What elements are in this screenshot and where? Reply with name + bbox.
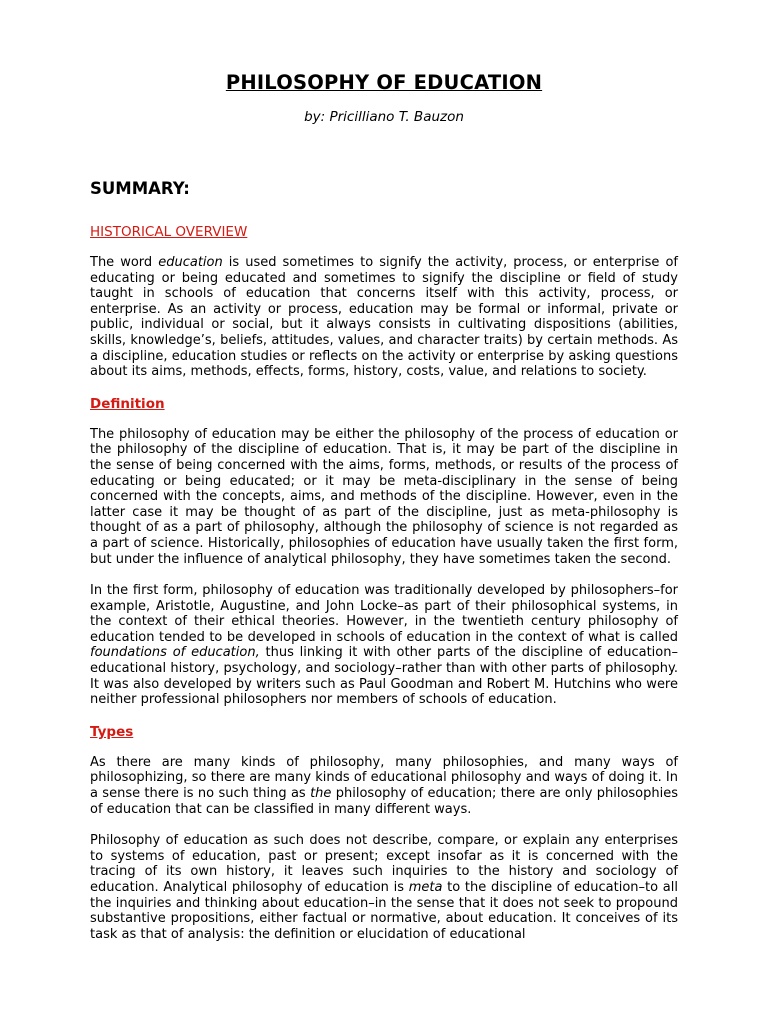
types-paragraph-2 <box>90 833 678 942</box>
types-heading: Types <box>90 723 134 740</box>
text-run: Philosophy of education as such does not describe, compare, or explain any enterprises to systems of education, past or present; except insofar as it is concerned with the tracing of its own history, it leaves such inquiries to the history and sociology of education. Analytical philosophy of education is <box>90 833 678 895</box>
historical-overview-heading: HISTORICAL OVERVIEW <box>90 224 248 240</box>
text-run: is used sometimes to signify the activity, process, or enterprise of educating or being educated and sometimes to signify the discipline or field of study taught in schools of education that concerns itself with this activity, process, or enterprise. As an activity or process, education may be formal or informal, private or public, individual or social, but it always consists in cultivating dispositions (abilities, skills, knowledge’s, beliefs, attitudes, values, and character traits) by certain methods. As a discipline, education studies or reflects on the activity or enterprise by asking questions about its aims, methods, effects, forms, history, costs, value, and relations to society. <box>90 255 678 380</box>
emphasis-text: meta <box>408 880 443 895</box>
text-run: The word <box>90 255 159 270</box>
emphasis-text: the <box>310 786 332 802</box>
summary-heading: SUMMARY: <box>90 179 190 198</box>
text-run: thus linking it with other parts of the discipline of education–educational history, psychology, and sociology–rather than with other parts of philosophy. It was also developed by writers such as Paul Goodman and Robert M. Hutchins who were neither professional philosophers nor members of schools of education. <box>90 645 678 708</box>
definition-heading: Definition <box>90 395 165 412</box>
text-run: As there are many kinds of philosophy, many philosophies, and many ways of philosophizing, so there are many kinds of educational philosophy and ways of doing it. In a sense there is no such thing as <box>90 754 678 802</box>
text-run: philosophy of education; there are only philosophies of education that can be classified in many different ways. <box>90 786 678 817</box>
types-paragraph-1 <box>90 755 678 817</box>
historical-paragraph-1 <box>90 255 678 380</box>
emphasis-text: foundations of education, <box>90 645 260 661</box>
document-author: by: Pricilliano T. Bauzon <box>304 109 464 125</box>
text-run: In the first form, philosophy of education was traditionally developed by philosophers–for example, Aristotle, Augustine, and John Locke–as part of their philosophical systems, in the context of their ethical theories. However, in the twentieth century philosophy of education tended to be developed in schools of education in the context of what is called <box>90 583 678 645</box>
definition-paragraph-2 <box>90 583 678 708</box>
emphasis-text: education <box>158 255 223 270</box>
text-run: to the discipline of education–to all the inquiries and thinking about education–in the sense that it does not seek to propound substantive propositions, either factual or normative, about education. It conceives of its task as that of analysis: the definition or elucidation of educational <box>90 880 678 942</box>
definition-paragraph-1: The philosophy of education may be either the philosophy of the process of education or the philosophy of the discipline of education. That is, it may be part of the discipline in the sense of being concerned with the aims, forms, methods, or results of the process of educating or being educated; or it may be meta-disciplinary in the sense of being concerned with the concepts, aims, and methods of the discipline. However, even in the latter case it may be thought of as part of the discipline, just as meta-philosophy is thought of as a part of philosophy, although the philosophy of science is not regarded as a part of science. Historically, philosophies of education have usually taken the first form, but under the influence of analytical philosophy, they have sometimes taken the second. <box>90 426 678 567</box>
document-title: PHILOSOPHY OF EDUCATION <box>225 71 543 94</box>
